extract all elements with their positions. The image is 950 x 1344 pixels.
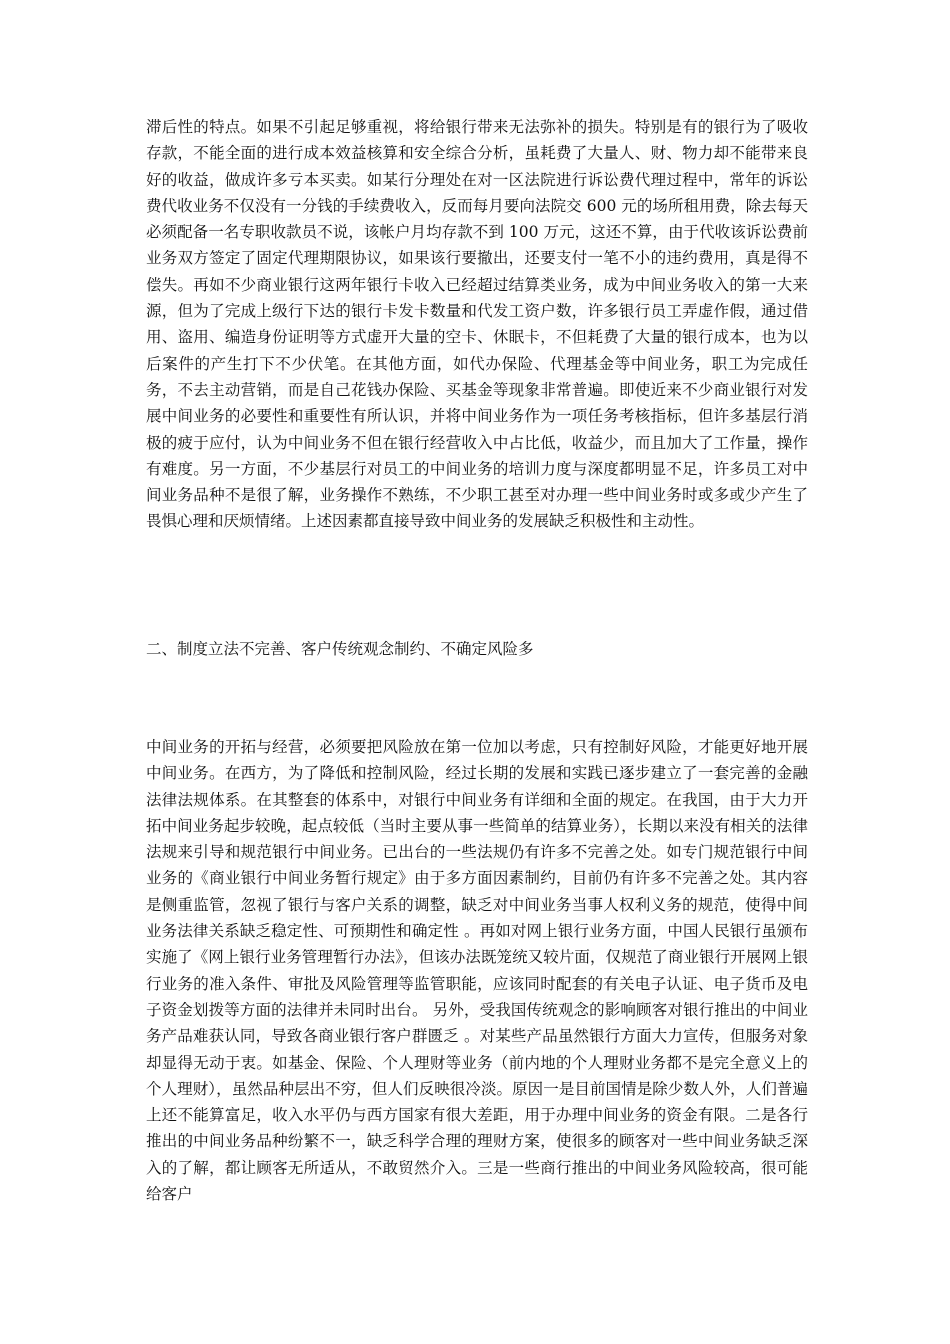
body-paragraph-2: 中间业务的开拓与经营，必须要把风险放在第一位加以考虑，只有控制好风险，才能更好地开展中间业务。在西方，为了降低和控制风险，经过长期的发展和实践已逐步建立了一套完善的金融法律法规体系。在其整套的体系中，对银行中间业务有详细和全面的规定。在我国，由于大力开拓中间业务起步较晚，起点较低（当时主要从事一些简单的结算业务），长期以来没有相关的法律法规来引导和规范银行中间业务。已出台的一些法规仍有许多不完善之处。如专门规范银行中间业务的《商业银行中间业务暂行规定》由于多方面因素制约，目前仍有许多不完善之处。其内容是侧重监管，忽视了银行与客户关系的调整，缺乏对中间业务当事人权利义务的规范，使得中间业务法律关系缺乏稳定性、可预期性和确定性 。再如对网上银行业务方面，中国人民银行虽颁布实施了《网上银行业务管理暂行办法》，但该办法既笼统又较片面，仅规范了商业银行开展网上银行业务的准入条件、审批及风险管理等监管职能，应该同时配套的有关电子认证、电子货币及电子资金划拨等方面的法律并未同时出台。 另外，受我国传统观念的影响顾客对银行推出的中间业务产品难获认同，导致各商业银行客户群匮乏 。对某些产品虽然银行方面大力宣传，但服务对象却显得无动于衷。如基金、保险、个人理财等业务（前内地的个人理财业务都不是完全意义上的个人理财），虽然品种层出不穷，但人们反映很冷淡。原因一是目前国情是除少数人外，人们普遍上还不能算富足，收入水平仍与西方国家有很大差距，用于办理中间业务的资金有限。二是各行推出的中间业务品种纷繁不一，缺乏科学合理的理财方案，使很多的顾客对一些中间业务缺乏深入的了解，都让顾客无所适从，不敢贸然介入。三是一些商行推出的中间业务风险较高，很可能给客户: [146, 738, 808, 1204]
section-heading: 二、制度立法不完善、客户传统观念制约、不确定风险多: [146, 640, 534, 658]
body-paragraph-1: 滞后性的特点。如果不引起足够重视，将给银行带来无法弥补的损失。特别是有的银行为了吸收存款，不能全面的进行成本效益核算和安全综合分析，虽耗费了大量人、财、物力却不能带来良好的收益，做成许多亏本买卖。如某行分理处在对一区法院进行诉讼费代理过程中，常年的诉讼费代收业务不仅没有一分钱的手续费收入，反而每月要向法院交 600 元的场所租用费，除去每天必须配备一名专职收款员不说，该帐户月均存款不到 100 万元，这还不算，由于代收该诉讼费前业务双方签定了固定代理期限协议，如果该行要撤出，还要支付一笔不小的违约费用，真是得不偿失。再如不少商业银行这两年银行卡收入已经超过结算类业务，成为中间业务收入的第一大来源，但为了完成上级行下达的银行卡发卡数量和代发工资户数，许多银行员工弄虚作假，通过借用、盗用、编造身份证明等方式虚开大量的空卡、休眠卡，不但耗费了大量的银行成本，也为以后案件的产生打下不少伏笔。在其他方面，如代办保险、代理基金等中间业务，职工为完成任务，不去主动营销，而是自己花钱办保险、买基金等现象非常普遍。即使近来不少商业银行对发展中间业务的必要性和重要性有所认识，并将中间业务作为一项任务考核指标，但许多基层行消极的疲于应付，认为中间业务不但在银行经营收入中占比低，收益少，而且加大了工作量，操作有难度。另一方面，不少基层行对员工的中间业务的培训力度与深度都明显不足，许多员工对中间业务品种不是很了解，业务操作不熟练，不少职工甚至对办理一些中间业务时或多或少产生了畏惧心理和厌烦情绪。上述因素都直接导致中间业务的发展缺乏积极性和主动性。: [146, 118, 808, 531]
